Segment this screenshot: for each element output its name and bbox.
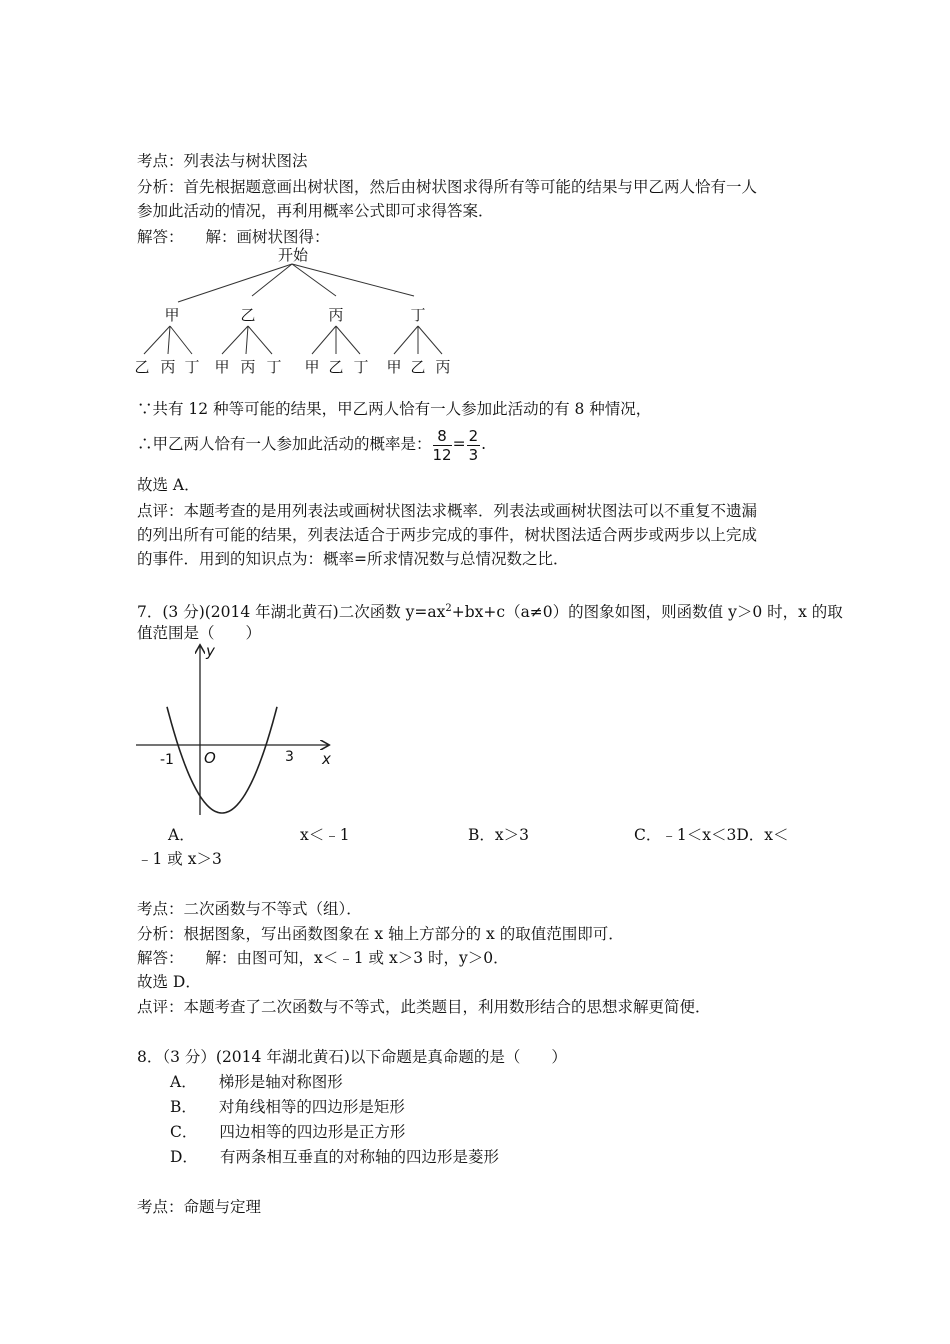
period: . xyxy=(481,435,487,453)
tree-leaf: 乙 xyxy=(328,358,344,376)
frac1-numerator: 8 xyxy=(433,427,452,446)
root-label-right: 3 xyxy=(285,749,294,765)
q7-fenxi: 分析：根据图象，写出函数图象在 x 轴上方部分的 x 的取值范围即可． xyxy=(137,925,624,943)
q8-stem: 8．（3 分）(2014 年湖北黄石)以下命题是真命题的是（ ） xyxy=(137,1048,567,1066)
frac2-numerator: 2 xyxy=(468,426,479,445)
q6-fenxi-line1: 分析：首先根据题意画出树状图，然后由树状图求得所有等可能的结果与甲乙两人恰有一人 xyxy=(137,178,758,196)
q7-stem-a: 7．(3 分)(2014 年湖北黄石)二次函数 y=ax xyxy=(137,603,446,622)
parabola-graph xyxy=(130,640,340,820)
q7-jieda xyxy=(137,947,509,969)
frac1-denominator: 12 xyxy=(432,445,452,464)
q7-option-a-text: x＜﹣1 xyxy=(300,826,350,844)
q7-dianping: 点评：本题考查了二次函数与不等式，此类题目，利用数形结合的思想求解更简便． xyxy=(137,998,711,1016)
q6-answer: 故选 A． xyxy=(137,476,200,494)
equals-sign: = xyxy=(452,435,466,453)
tree-leaf: 乙 xyxy=(134,358,150,376)
q7-stem-line2: 值范围是（ ） xyxy=(137,624,262,642)
q6-fenxi-line2: 参加此活动的情况，再利用概率公式即可求得答案． xyxy=(137,202,494,220)
q7-kaodian: 考点：二次函数与不等式（组）． xyxy=(137,900,362,918)
origin-label: O xyxy=(204,749,216,767)
q7-stem-b: +bx+c（a≠0）的图象如图，则函数值 y＞0 时，x 的取 xyxy=(451,603,843,622)
q6-dianping-line1: 点评：本题考查的是用列表法或画树状图法求概率．列表法或画树状图法可以不重复不遗漏 xyxy=(137,502,758,520)
tree-l1-bing: 丙 xyxy=(328,306,344,324)
tree-diagram xyxy=(130,244,460,380)
q8-option-a-text: 梯形是轴对称图形 xyxy=(218,1073,343,1091)
tree-leaf: 甲 xyxy=(214,358,230,376)
x-axis-label: x xyxy=(322,750,331,768)
tree-root: 开始 xyxy=(277,246,309,264)
tree-l1-yi: 乙 xyxy=(240,306,256,324)
parabola-curve xyxy=(167,707,277,813)
q7-stem-line1 xyxy=(137,598,843,623)
q6-therefore xyxy=(137,424,486,464)
q6-jieda-label: 解答： xyxy=(137,228,184,246)
q8-option-b-label: B． xyxy=(170,1098,197,1116)
tree-leaf: 甲 xyxy=(386,358,402,376)
tree-l1-ding: 丁 xyxy=(410,306,426,324)
q6-dianping-line2: 的列出所有可能的结果，列表法适合于两步完成的事件，树状图法适合两步或两步以上完成 xyxy=(137,526,758,544)
fraction-2-3 xyxy=(467,427,481,464)
q6-because: ∵共有 12 种等可能的结果，甲乙两人恰有一人参加此活动的有 8 种情况， xyxy=(137,400,652,418)
tree-leaf: 丁 xyxy=(266,358,282,376)
q8-option-c xyxy=(170,1121,405,1143)
q7-stem-superscript: 2 xyxy=(445,603,452,614)
q8-option-b xyxy=(170,1096,405,1118)
q6-kaodian: 考点：列表法与树状图法 xyxy=(137,152,308,170)
q6-jieda-text: 解：画树状图得： xyxy=(205,228,330,246)
frac2-denominator: 3 xyxy=(468,445,479,464)
q7-answer: 故选 D． xyxy=(137,973,201,991)
tree-l1-jia: 甲 xyxy=(164,306,180,324)
q6-therefore-text: ∴甲乙两人恰有一人参加此活动的概率是： xyxy=(137,435,432,453)
tree-leaf: 乙 xyxy=(410,358,426,376)
tree-leaf: 丙 xyxy=(160,358,176,376)
tree-leaf: 甲 xyxy=(304,358,320,376)
q8-option-c-label: C． xyxy=(170,1123,198,1141)
root-label-left: -1 xyxy=(160,752,174,768)
y-axis-label: y xyxy=(206,642,215,660)
tree-leaf: 丙 xyxy=(240,358,256,376)
q7-option-a-label: A． xyxy=(168,826,195,844)
q7-jieda-label: 解答： xyxy=(137,949,184,967)
q6-dianping-line3: 的事件．用到的知识点为：概率=所求情况数与总情况数之比． xyxy=(137,550,569,568)
q8-option-d-text: 有两条相互垂直的对称轴的四边形是菱形 xyxy=(219,1148,499,1166)
fraction-8-12 xyxy=(433,427,452,464)
q8-option-a xyxy=(170,1071,343,1093)
q8-option-a-label: A． xyxy=(170,1073,197,1091)
q7-option-d-cont: ﹣1 或 x＞3 xyxy=(137,850,222,868)
tree-leaf: 丁 xyxy=(353,358,369,376)
q7-option-b: B．x＞3 xyxy=(468,826,529,844)
q7-option-c-d: C．﹣1＜x＜3D．x＜ xyxy=(634,826,789,844)
q8-kaodian: 考点：命题与定理 xyxy=(137,1198,262,1216)
q8-option-c-text: 四边相等的四边形是正方形 xyxy=(219,1123,406,1141)
tree-leaf: 丁 xyxy=(184,358,200,376)
q8-option-d xyxy=(170,1146,499,1168)
q8-option-b-text: 对角线相等的四边形是矩形 xyxy=(218,1098,405,1116)
q7-jieda-text: 解：由图可知，x＜﹣1 或 x＞3 时，y＞0． xyxy=(205,949,509,967)
q8-option-d-label: D． xyxy=(170,1148,198,1166)
tree-leaf: 丙 xyxy=(435,358,451,376)
